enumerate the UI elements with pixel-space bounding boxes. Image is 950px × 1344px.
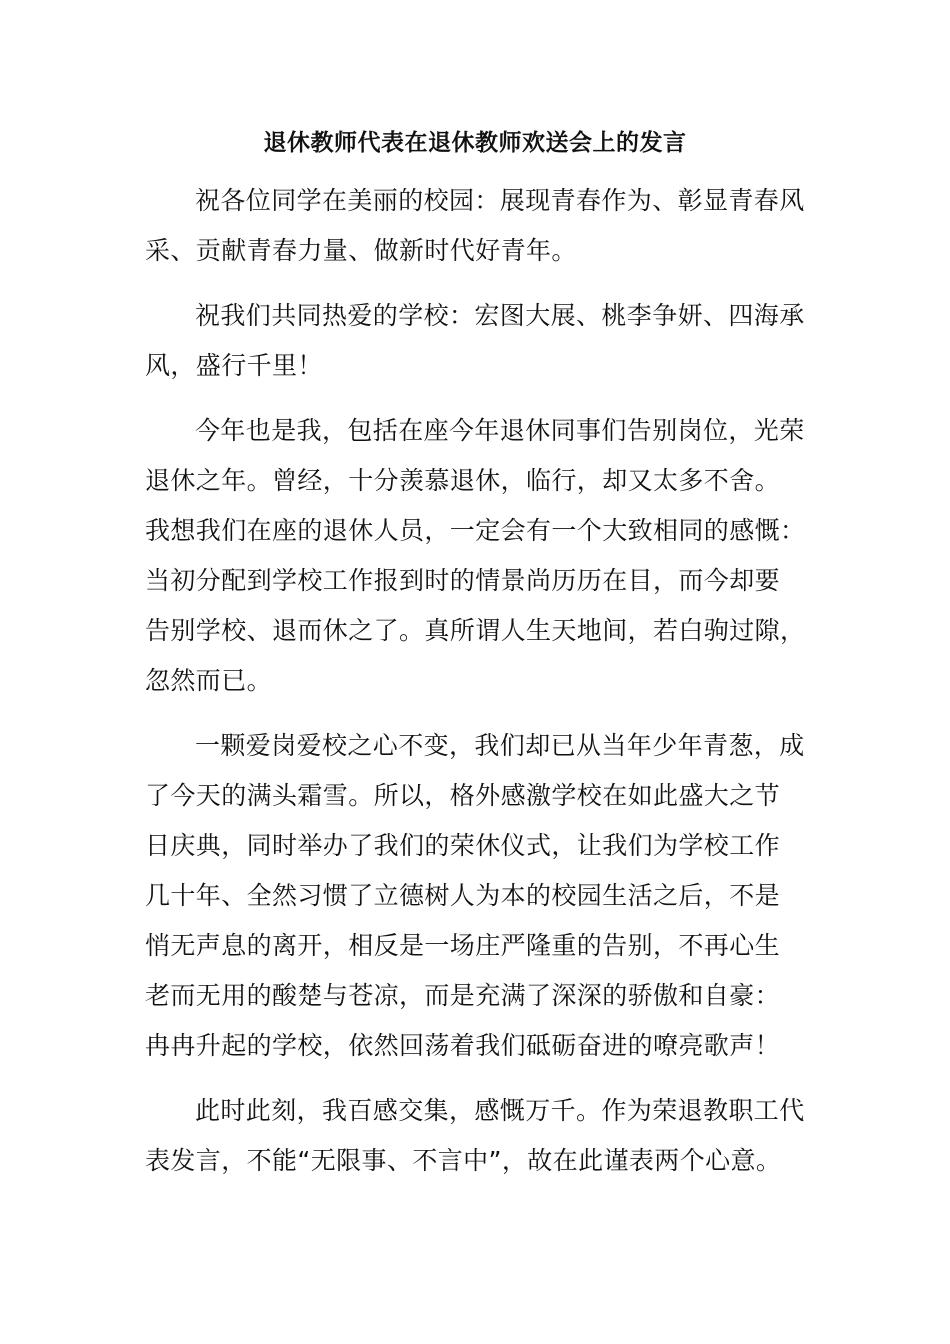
paragraph-line: 日庆典，同时举办了我们的荣休仪式，让我们为学校工作 <box>145 831 781 860</box>
paragraph-line: 老而无用的酸楚与苍凉，而是充满了深深的骄傲和自豪： <box>145 981 781 1010</box>
document-title: 退休教师代表在退休教师欢送会上的发言 <box>263 130 687 156</box>
paragraph-line: 采、贡献青春力量、做新时代好青年。 <box>145 236 577 265</box>
paragraph-4 <box>145 721 805 1071</box>
paragraph-line: 我想我们在座的退休人员，一定会有一个大致相同的感慨： <box>145 516 806 545</box>
paragraph-line: 此时此刻，我百感交集，感慨万千。作为荣退教职工代 <box>195 1096 805 1125</box>
paragraph-line: 告别学校、退而休之了。真所谓人生天地间，若白驹过隙， <box>145 616 806 645</box>
paragraph-line: 祝我们共同热爱的学校：宏图大展、桃李争妍、四海承 <box>195 301 805 330</box>
paragraph-line: 当初分配到学校工作报到时的情景尚历历在目，而今却要 <box>145 566 781 595</box>
paragraph-line: 忽然而已。 <box>145 666 273 695</box>
paragraph-5 <box>145 1086 805 1186</box>
paragraph-line: 今年也是我，包括在座今年退休同事们告别岗位，光荣 <box>195 416 805 445</box>
paragraph-line: 风，盛行千里！ <box>145 351 323 380</box>
paragraph-line: 冉冉升起的学校，依然回荡着我们砥砺奋进的嘹亮歌声！ <box>145 1031 781 1060</box>
paragraph-line: 退休之年。曾经，十分羡慕退休，临行，却又太多不舍。 <box>145 466 781 495</box>
paragraph-line: 悄无声息的离开，相反是一场庄严隆重的告别，不再心生 <box>145 931 781 960</box>
paragraph-line: 一颗爱岗爱校之心不变，我们却已从当年少年青葱，成 <box>195 731 805 760</box>
document-body <box>145 176 805 1201</box>
paragraph-line: 了今天的满头霜雪。所以，格外感激学校在如此盛大之节 <box>145 781 781 810</box>
paragraph-1 <box>145 176 805 276</box>
paragraph-line: 表发言，不能“无限事、不言中”，故在此谨表两个心意。 <box>145 1146 782 1175</box>
paragraph-line: 几十年、全然习惯了立德树人为本的校园生活之后，不是 <box>145 881 781 910</box>
paragraph-2 <box>145 291 805 391</box>
paragraph-3 <box>145 406 805 706</box>
paragraph-line: 祝各位同学在美丽的校园：展现青春作为、彰显青春风 <box>195 186 805 215</box>
